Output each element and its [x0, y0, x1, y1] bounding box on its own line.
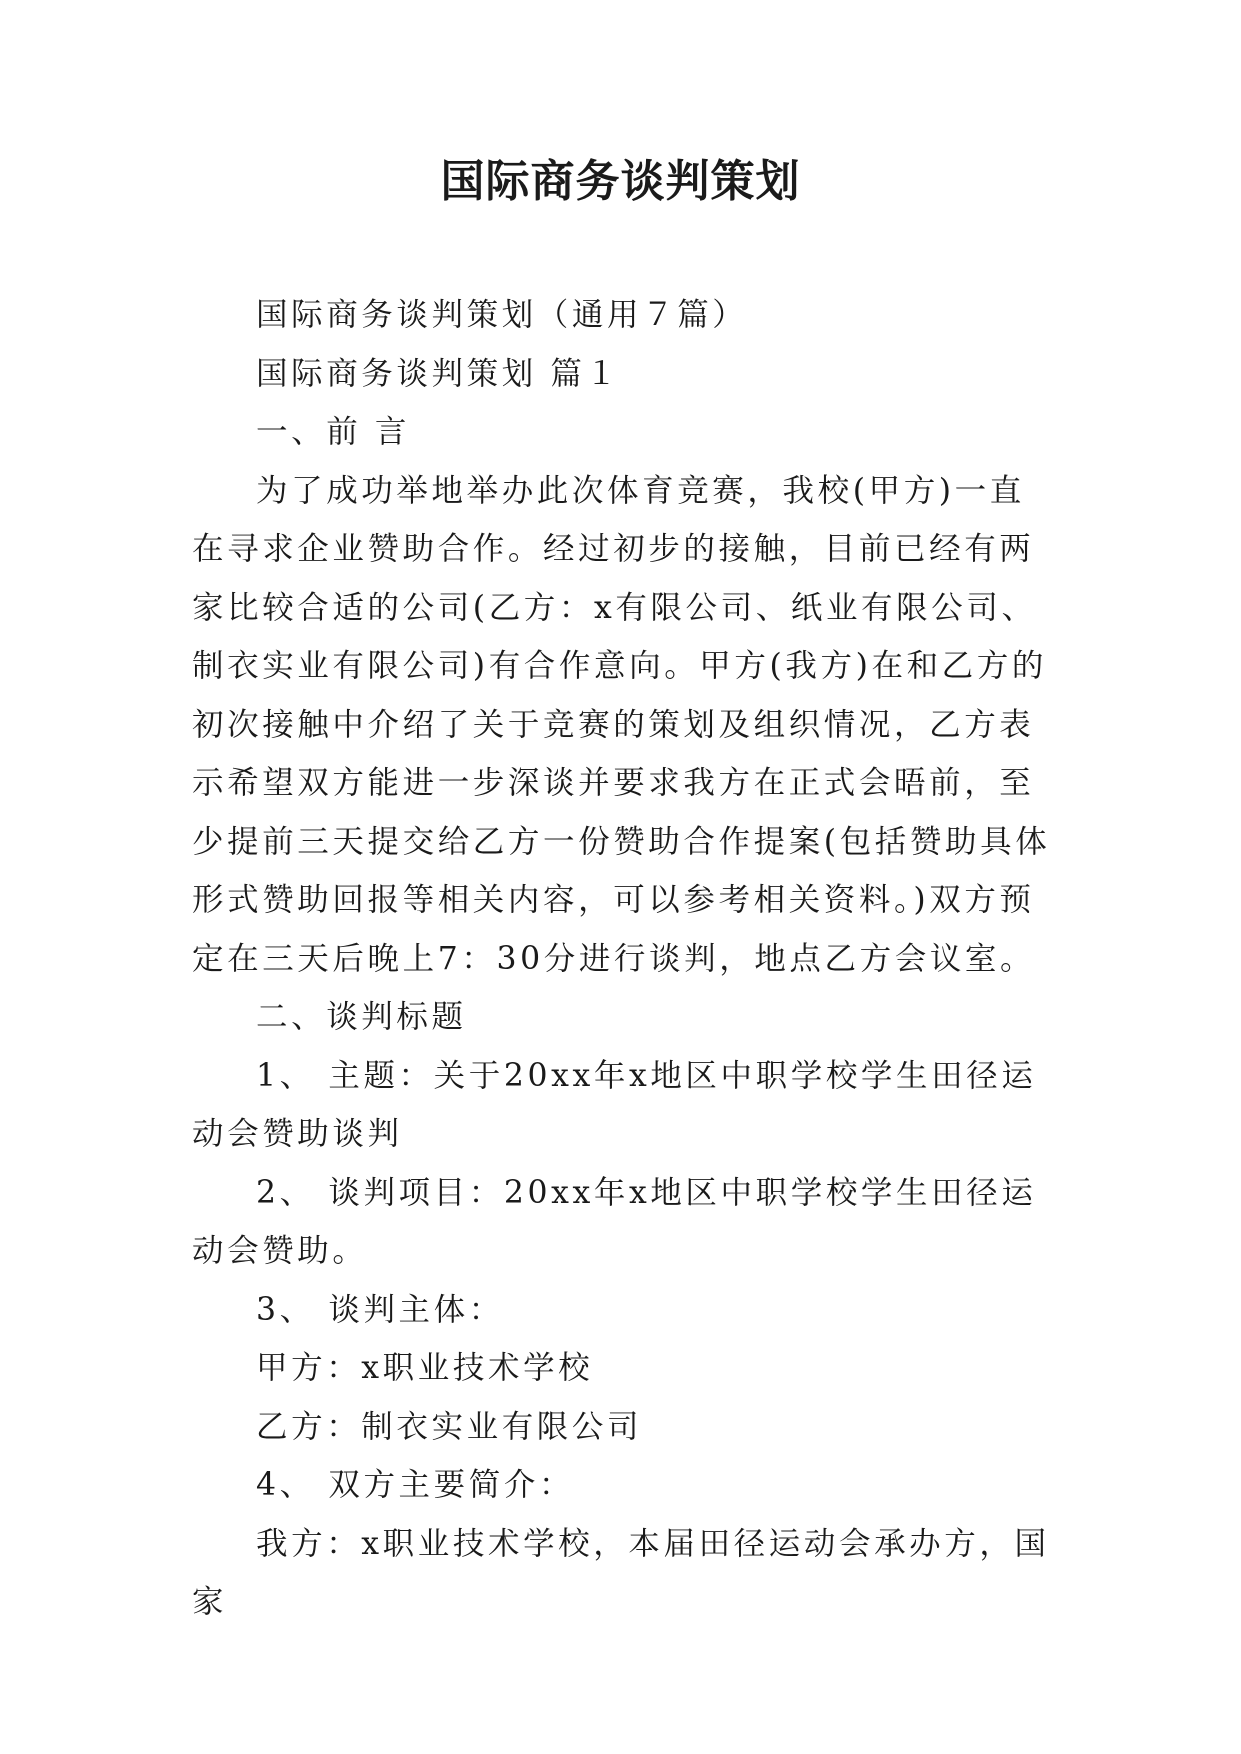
document-body	[192, 286, 1052, 1632]
section-heading-preface: 一、前 言	[256, 414, 411, 450]
document-title: 国际商务谈判策划	[440, 156, 801, 207]
party-a: 甲方：x职业技术学校	[256, 1350, 594, 1386]
paragraph-subtitle: 国际商务谈判策划（通用７篇）	[256, 297, 748, 333]
paragraph-preface: 为了成功举地举办此次体育竞赛，我校(甲方)一直在寻求企业赞助合作。经过初步的接触，目前已经有两家比较合适的公司(乙方：x有限公司、纸业有限公司、制衣实业有限公司)有合作意向。甲方(我方)在和乙方的初次接触中介绍了关于竞赛的策划及组织情况，乙方表示希望双方能进一步深谈并要求我方在正式会晤前，至少提前三天提交给乙方一份赞助合作提案(包括赞助具体形式赞助回报等相关内容，可以参考相关资料。)双方预定在三天后晚上7：30分进行谈判，地点乙方会议室。	[192, 472, 1051, 977]
paragraph-our-side: 我方：x职业技术学校，本届田径运动会承办方，国家	[192, 1525, 1050, 1620]
list-item-project: 2、 谈判项目：20xx年x地区中职学校学生田径运动会赞助。	[192, 1174, 1037, 1269]
paragraph-chapter-heading: 国际商务谈判策划 篇１	[256, 355, 621, 392]
list-item-introduction: 4、 双方主要简介：	[256, 1467, 575, 1503]
section-heading-negotiation-title: 二、谈判标题	[256, 999, 467, 1035]
list-item-parties: 3、 谈判主体：	[256, 1291, 504, 1328]
party-b: 乙方：制衣实业有限公司	[256, 1408, 643, 1445]
list-item-theme: 1、 主题：关于20xx年x地区中职学校学生田径运动会赞助谈判	[192, 1057, 1037, 1152]
